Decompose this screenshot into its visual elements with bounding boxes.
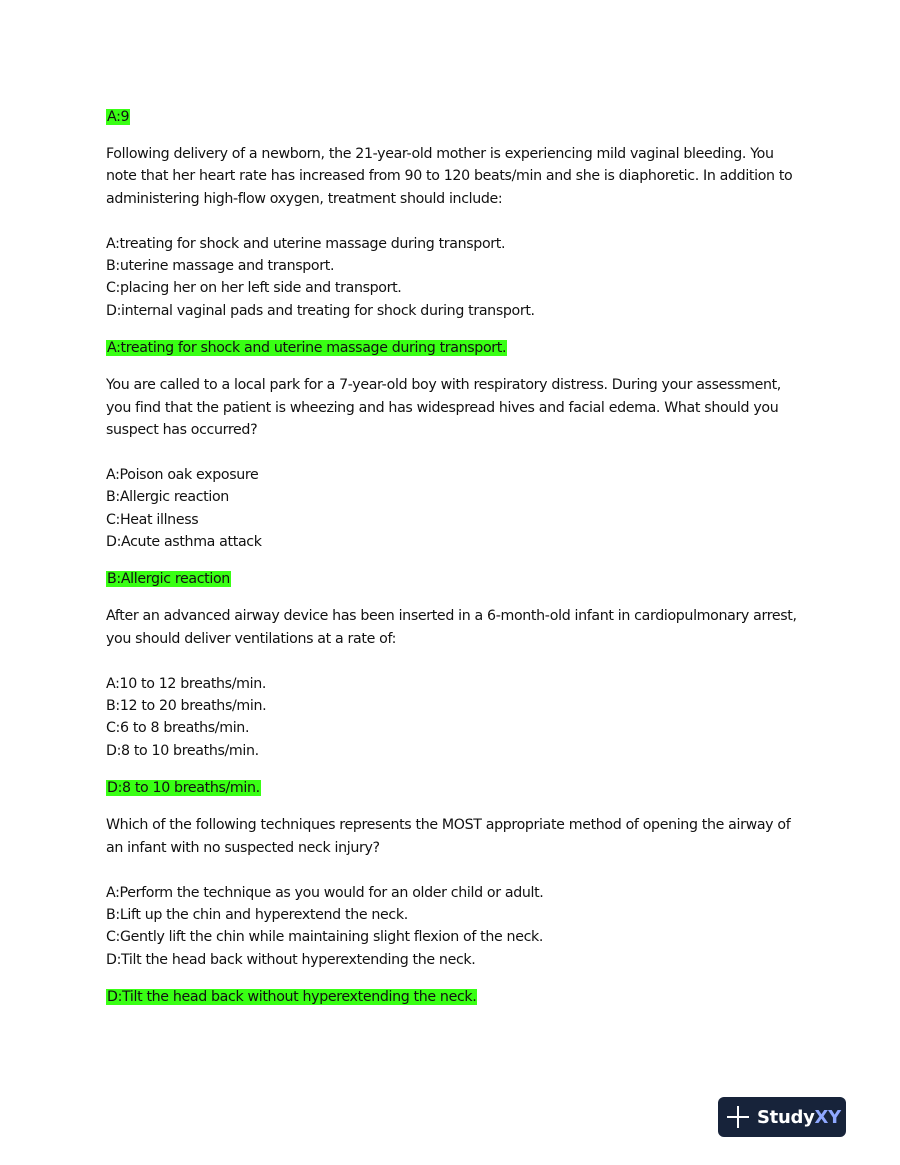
option-item: A:Perform the technique as you would for an older child or adult.: [106, 884, 544, 901]
option-item: B:12 to 20 breaths/min.: [106, 698, 267, 715]
question-block: [106, 814, 806, 1008]
brand-name-accent: XY: [814, 1106, 841, 1128]
option-item: D:internal vaginal pads and treating for shock during transport.: [106, 302, 535, 319]
question-block: [106, 605, 806, 799]
options-list: [106, 464, 806, 554]
option-item: C:6 to 8 breaths/min.: [106, 720, 250, 737]
option-item: B:uterine massage and transport.: [106, 258, 335, 275]
answer-text: D:8 to 10 breaths/min.: [107, 780, 260, 797]
answer-highlight: [106, 777, 806, 799]
answer-highlight: [106, 986, 806, 1008]
options-list: [106, 673, 806, 763]
answer-text: D:Tilt the head back without hyperextending the neck.: [107, 989, 477, 1006]
answer-highlight: [106, 568, 806, 590]
option-item: B:Allergic reaction: [106, 489, 229, 506]
answer-text: A:9: [107, 109, 130, 125]
question-text: After an advanced airway device has been inserted in a 6-month-old infant in cardiopulmonary arrest, you should deliver ventilations at a rate of:: [106, 608, 797, 647]
document-page: [106, 106, 806, 1023]
answer-text: A:treating for shock and uterine massage during transport.: [107, 340, 507, 357]
answer-highlight: [106, 337, 806, 359]
option-item: B:Lift up the chin and hyperextend the neck.: [106, 906, 408, 923]
answer-text: B:Allergic reaction: [107, 571, 230, 588]
option-item: A:10 to 12 breaths/min.: [106, 675, 267, 692]
question-block: [106, 374, 806, 590]
brand-name-main: Study: [757, 1106, 815, 1128]
answer-highlight: [106, 106, 806, 128]
options-list: [106, 233, 806, 323]
plus-icon: [727, 1106, 749, 1128]
option-item: C:placing her on her left side and transport.: [106, 280, 402, 297]
option-item: C:Gently lift the chin while maintaining slight flexion of the neck.: [106, 929, 544, 946]
studyxy-badge[interactable]: [718, 1097, 846, 1137]
option-item: A:treating for shock and uterine massage during transport.: [106, 235, 506, 252]
option-item: D:Acute asthma attack: [106, 534, 262, 551]
option-item: C:Heat illness: [106, 511, 199, 528]
question-text: Following delivery of a newborn, the 21-year-old mother is experiencing mild vaginal bleeding. You note that her heart rate has increased from 90 to 120 beats/min and she is diaphoretic. In addition to administering high-flow oxygen, treatment should include:: [106, 146, 793, 207]
brand-name: [757, 1107, 841, 1128]
question-block: [106, 143, 806, 359]
option-item: D:Tilt the head back without hyperextending the neck.: [106, 951, 476, 968]
option-item: D:8 to 10 breaths/min.: [106, 742, 259, 759]
option-item: A:Poison oak exposure: [106, 466, 259, 483]
question-text: You are called to a local park for a 7-year-old boy with respiratory distress. During your assessment, you find that the patient is wheezing and has widespread hives and facial edema. What should you suspect has occurred?: [106, 377, 781, 439]
options-list: [106, 882, 806, 972]
question-text: Which of the following techniques represents the MOST appropriate method of opening the airway of an infant with no suspected neck injury?: [106, 817, 791, 856]
